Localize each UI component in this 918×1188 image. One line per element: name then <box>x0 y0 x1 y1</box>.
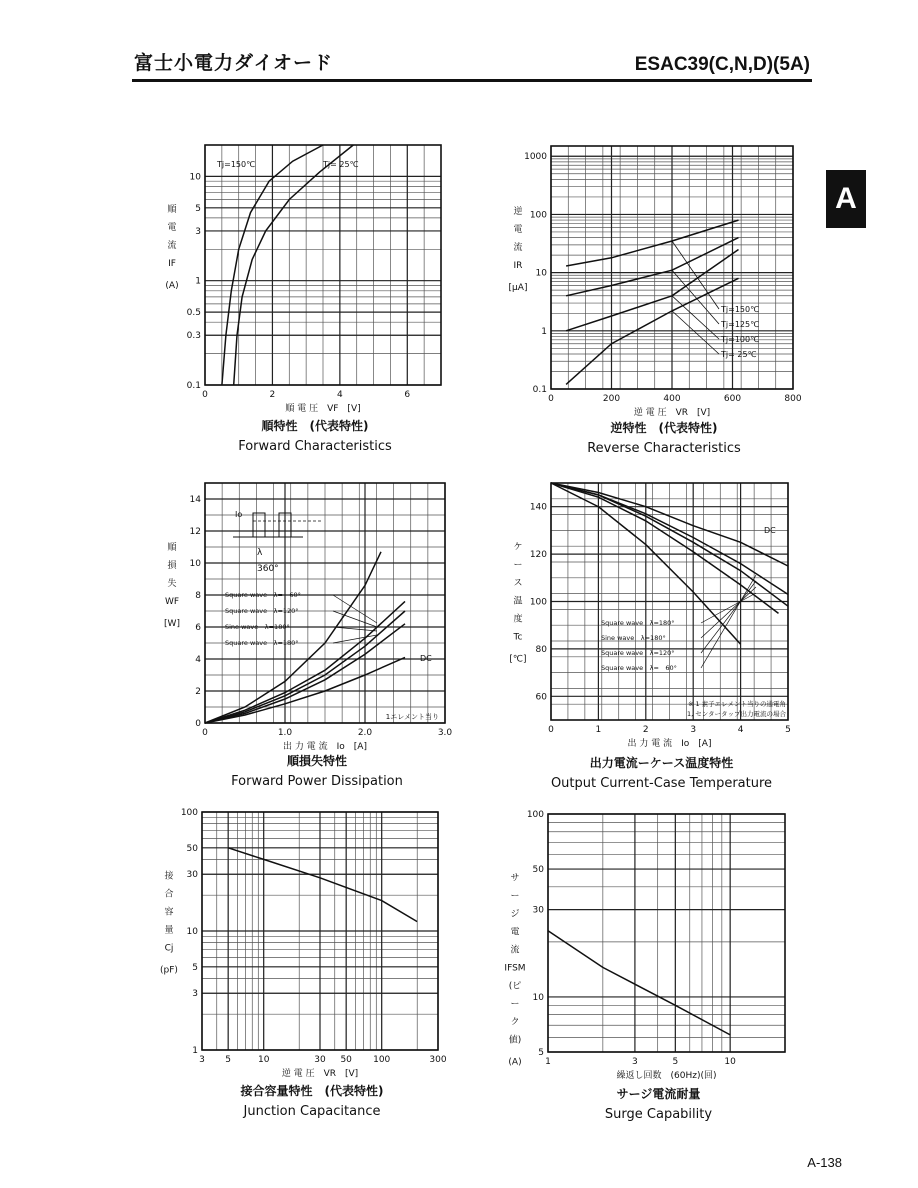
x-axis-label: 出 力 電 流 Io [A] <box>283 742 367 752</box>
y-axis-unit: (A) <box>165 281 179 292</box>
legend-label-dc: DC <box>764 526 776 535</box>
y-axis-label: サ <box>510 873 520 884</box>
x-tick-label: 5 <box>672 1057 679 1067</box>
y-tick-label: 10 <box>186 927 198 937</box>
legend-label: Square wave λ=180° <box>601 619 675 627</box>
y-axis-label: 温 <box>513 596 523 607</box>
y-axis-label: 量 <box>164 925 174 936</box>
x-tick-label: 200 <box>602 394 621 404</box>
chart-caption-ja: 順損失特性 <box>286 754 348 768</box>
x-tick-label: 2 <box>269 390 276 400</box>
chart-annotation: 1エレメント当り <box>385 713 439 721</box>
x-tick-label: 6 <box>404 390 411 400</box>
chart-caption-en: Junction Capacitance <box>243 1104 381 1119</box>
chart-forward <box>165 145 441 454</box>
chart-caption-en: Forward Power Dissipation <box>231 774 403 789</box>
chart-caption-en: Surge Capability <box>604 1107 713 1122</box>
y-axis-label: (ピ <box>508 981 522 992</box>
chart-note: ※ 1 素子エレメント当りの通電角 <box>687 700 786 708</box>
x-tick-label: 0 <box>548 725 554 735</box>
series-line-power-0 <box>205 552 381 723</box>
x-tick-label: 0 <box>202 390 208 400</box>
chart-caption-ja: 接合容量特性 (代表特性) <box>240 1084 384 1098</box>
y-tick-label: 1 <box>541 326 547 337</box>
y-tick-label: 30 <box>186 870 198 881</box>
legend-leader <box>701 581 756 653</box>
legend-label: Square wave λ=120° <box>601 649 675 657</box>
legend-label: Square wave λ=180° <box>225 639 299 647</box>
legend-leader <box>701 575 756 668</box>
y-tick-label: 1000 <box>524 152 547 163</box>
page-number: A-138 <box>807 1155 842 1170</box>
grid-lines <box>202 812 438 1050</box>
chart-note: 1, センタータップ出力電流の場合 <box>686 710 786 718</box>
y-axis-label: 流 <box>513 243 523 254</box>
y-tick-label: 8 <box>195 591 201 601</box>
y-tick-label: 14 <box>189 495 201 505</box>
y-axis-label: 電 <box>510 927 520 938</box>
chart-caption-en: Reverse Characteristics <box>587 441 741 456</box>
x-tick-label: 5 <box>225 1055 232 1065</box>
y-axis-label: 流 <box>510 945 520 956</box>
legend-label-dc: DC <box>420 654 432 663</box>
y-tick-label: 3 <box>192 989 198 1000</box>
legend-label: Square wave λ= 60° <box>601 664 677 672</box>
x-tick-label: 4 <box>737 725 744 735</box>
x-tick-label: 0 <box>202 728 208 738</box>
x-tick-label: 600 <box>723 394 742 404</box>
y-tick-label: 100 <box>529 597 547 608</box>
x-tick-label: 3 <box>632 1057 638 1067</box>
y-tick-label: 10 <box>535 268 547 279</box>
chart-caption-ja: 出力電流ーケース温度特性 <box>589 756 734 770</box>
chart-caption-en: Forward Characteristics <box>238 439 392 454</box>
y-axis-label: 逆 <box>513 207 523 218</box>
y-axis-label: 合 <box>164 889 174 900</box>
x-tick-label: 300 <box>429 1055 447 1065</box>
y-tick-label: 1 <box>195 276 201 287</box>
y-tick-label: 5 <box>538 1048 544 1058</box>
legend-label: Tj= 25℃ <box>323 160 359 169</box>
x-tick-label: 800 <box>784 394 802 404</box>
y-tick-label: 100 <box>529 210 547 221</box>
x-tick-label: 1.0 <box>277 728 293 738</box>
y-tick-label: 50 <box>186 843 198 854</box>
x-tick-label: 2.0 <box>357 728 373 738</box>
y-axis-unit: (pF) <box>160 965 178 976</box>
x-tick-label: 1 <box>595 725 602 735</box>
x-tick-label: 10 <box>724 1057 736 1067</box>
y-axis-label: IR <box>513 261 523 272</box>
series-line-reverse-0 <box>566 220 738 266</box>
y-axis-label: WF <box>164 597 180 608</box>
y-tick-label: 0 <box>195 719 201 729</box>
x-tick-label: 3 <box>199 1055 205 1065</box>
inset-pulse <box>253 513 265 537</box>
y-tick-label: 0.5 <box>186 308 201 319</box>
grid-lines <box>205 145 441 385</box>
y-tick-label: 3 <box>195 226 201 237</box>
legend-label: Sine wave λ=180° <box>601 634 666 642</box>
y-axis-label: ー <box>510 891 520 902</box>
y-tick-label: 80 <box>535 644 547 655</box>
y-axis-label: ス <box>513 578 523 589</box>
chart-surge <box>504 810 785 1122</box>
y-tick-label: 100 <box>180 808 198 818</box>
x-tick-label: 400 <box>663 394 681 404</box>
section-tab[interactable]: A <box>826 170 866 228</box>
x-tick-label: 100 <box>373 1055 391 1065</box>
series-line-surge-0 <box>548 931 730 1035</box>
y-axis-label: ジ <box>510 909 520 920</box>
x-axis-label: 繰返し回数 (60Hz)(回) <box>616 1071 717 1081</box>
y-axis-label: 電 <box>513 225 523 236</box>
legend-label: Square wave λ=120° <box>225 607 299 615</box>
legend-label: Square wave λ= 60° <box>225 591 301 599</box>
y-axis-unit: [μA] <box>508 283 528 294</box>
x-tick-label: 30 <box>314 1055 326 1065</box>
chart-caption-ja: サージ電流耐量 <box>616 1087 701 1101</box>
y-axis-label: 電 <box>167 223 177 234</box>
y-tick-label: 0.3 <box>186 331 201 342</box>
y-axis-unit: [℃] <box>509 654 527 665</box>
y-axis-label: 順 <box>167 543 177 554</box>
x-tick-label: 50 <box>340 1055 352 1065</box>
x-axis-label: 逆 電 圧 VR [V] <box>281 1069 359 1079</box>
x-tick-label: 1 <box>545 1057 551 1067</box>
y-axis-unit: [W] <box>164 619 180 630</box>
grid-lines <box>551 483 788 720</box>
chart-reverse <box>509 146 802 456</box>
y-axis-label: 損 <box>167 561 177 572</box>
y-tick-label: 5 <box>195 203 201 214</box>
legend-label: Tj=100℃ <box>721 335 760 344</box>
legend-label: Sine wave λ=180° <box>225 623 290 631</box>
x-tick-label: 4 <box>336 390 343 400</box>
x-axis-label: 出 力 電 流 Io [A] <box>627 739 712 749</box>
y-axis-label: Tc <box>513 632 523 643</box>
y-tick-label: 10 <box>532 992 544 1003</box>
grid-lines <box>548 814 785 1052</box>
y-axis-label: 失 <box>167 579 177 590</box>
legend-leader <box>701 593 756 623</box>
chart-junction <box>160 808 447 1119</box>
y-axis-label: 流 <box>167 241 177 252</box>
y-tick-label: 140 <box>529 502 547 513</box>
y-axis-label: IFSM <box>504 963 526 974</box>
chart-case_temp <box>509 483 790 791</box>
y-axis-label: ケ <box>513 542 523 553</box>
x-axis-label: 順 電 圧 VF [V] <box>285 404 361 414</box>
y-axis-label: IF <box>168 259 176 270</box>
chart-power <box>164 483 452 789</box>
y-tick-label: 12 <box>189 527 201 537</box>
y-tick-label: 0.1 <box>532 385 547 395</box>
x-tick-label: 2 <box>642 725 649 735</box>
inset-label: Io <box>235 510 243 519</box>
y-tick-label: 4 <box>195 655 201 665</box>
y-tick-label: 50 <box>532 865 544 876</box>
legend-label: Tj=150℃ <box>721 305 760 314</box>
x-tick-label: 0 <box>548 394 554 404</box>
y-tick-label: 10 <box>189 559 201 569</box>
x-tick-label: 3 <box>690 725 697 735</box>
series-line-junction-0 <box>228 848 417 922</box>
y-axis-label: 順 <box>167 205 177 216</box>
y-axis-label: 度 <box>513 614 523 625</box>
y-axis-label: 接 <box>164 871 174 882</box>
legend-label: Tj= 25℃ <box>721 350 757 359</box>
y-tick-label: 100 <box>526 810 544 820</box>
x-tick-label: 10 <box>257 1055 270 1065</box>
y-tick-label: 30 <box>532 905 544 916</box>
y-axis-label: Cj <box>164 943 174 954</box>
legend-label: Tj=125℃ <box>721 320 760 329</box>
plot-frame <box>548 814 785 1052</box>
chart-caption-ja: 順特性 (代表特性) <box>261 419 369 433</box>
y-tick-label: 0.1 <box>186 381 201 391</box>
y-axis-label: ー <box>513 560 523 571</box>
page-title: 富士小電力ダイオード <box>134 52 334 74</box>
y-tick-label: 120 <box>529 550 547 561</box>
y-tick-label: 60 <box>535 692 547 703</box>
x-axis-label: 逆 電 圧 VR [V] <box>633 408 711 418</box>
x-tick-label: 3.0 <box>437 728 453 738</box>
legend-label: Tj=150℃ <box>217 160 256 169</box>
y-axis-label: ク <box>510 1017 520 1028</box>
inset-label: 360° <box>257 564 279 574</box>
y-axis-label: 容 <box>164 907 174 918</box>
y-tick-label: 2 <box>195 687 201 697</box>
y-tick-label: 10 <box>189 172 201 183</box>
part-number: ESAC39(C,N,D)(5A) <box>634 54 810 75</box>
grid-lines <box>205 483 445 723</box>
y-tick-label: 5 <box>192 962 198 973</box>
chart-caption-ja: 逆特性 (代表特性) <box>610 421 718 435</box>
y-axis-label: ー <box>510 999 520 1010</box>
x-tick-label: 5 <box>785 725 791 735</box>
y-axis-unit: (A) <box>508 1057 522 1068</box>
y-tick-label: 1 <box>192 1046 198 1056</box>
grid-lines <box>551 146 793 389</box>
y-tick-label: 6 <box>195 623 201 633</box>
inset-label: λ <box>257 548 263 558</box>
chart-caption-en: Output Current-Case Temperature <box>550 776 773 791</box>
y-axis-label: 値) <box>508 1035 522 1046</box>
